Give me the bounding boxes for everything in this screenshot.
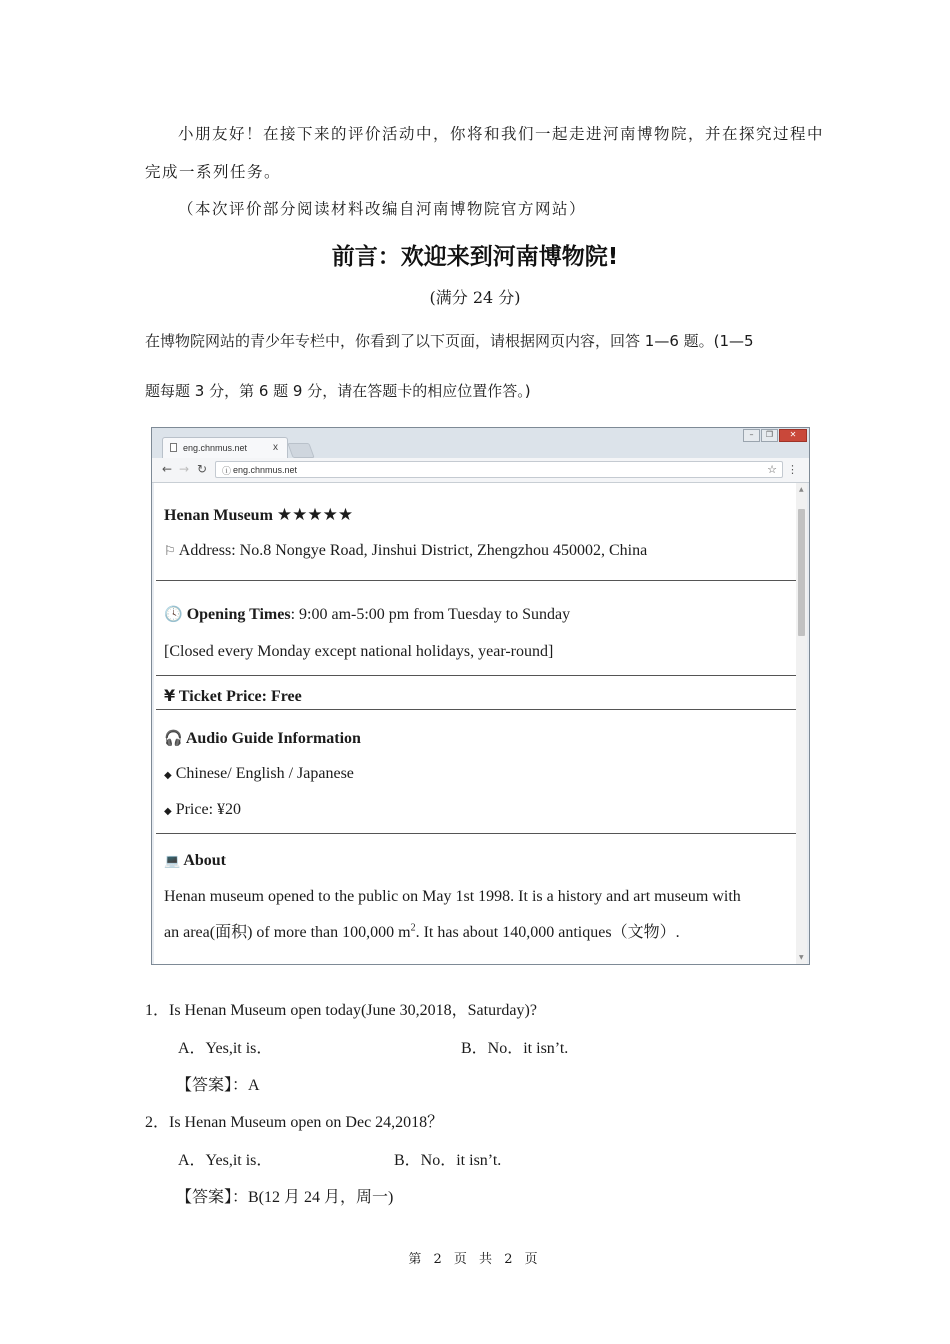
minimize-icon[interactable]: –	[743, 429, 760, 442]
about-heading	[164, 852, 226, 870]
rating-stars: ★★★★★	[276, 505, 354, 525]
page-title: 前言：欢迎来到河南博物院!	[331, 244, 619, 270]
address-url: eng.chnmus.net	[233, 465, 298, 475]
browser-tab[interactable]	[162, 437, 288, 458]
forward-arrow-icon[interactable]: →	[179, 462, 190, 476]
intro-line-2: 完成一系列任务。	[145, 163, 282, 181]
question-1-option-b: B．No．it isn’t.	[461, 1040, 569, 1057]
bullet-icon: ◆	[164, 770, 172, 781]
instructions-line-2: 题每题 3 分，第 6 题 9 分，请在答题卡的相应位置作答。)	[145, 382, 531, 400]
question-2-option-b: B．No．it isn’t.	[394, 1152, 502, 1169]
about-text-part: an area(面积) of more than 100,000 m	[164, 924, 411, 941]
scrollbar-thumb[interactable]	[798, 509, 805, 636]
browser-window	[151, 427, 810, 965]
scrollbar[interactable]	[796, 483, 807, 964]
about-text-line-1: Henan museum opened to the public on May 1st 1998. It is a history and art museum with	[164, 888, 741, 905]
source-note: （本次评价部分阅读材料改编自河南博物院官方网站）	[178, 200, 587, 218]
new-tab-button[interactable]	[287, 443, 314, 458]
window-controls	[743, 429, 807, 442]
question-1-answer: 【答案】：A	[176, 1077, 260, 1094]
address-text: Address: No.8 Nongye Road, Jinshui District, Zhengzhou 450002, China	[178, 542, 648, 559]
audio-guide-heading	[164, 729, 361, 748]
site-info-icon[interactable]: ⓘ	[222, 466, 232, 476]
audio-languages-item	[164, 765, 354, 783]
back-arrow-icon[interactable]: ←	[162, 462, 173, 476]
audio-languages: Chinese/ English / Japanese	[175, 765, 354, 782]
tab-title: eng.chnmus.net	[183, 443, 248, 453]
score-note: (满分 24 分)	[429, 288, 521, 307]
instructions-line-1: 在博物院网站的青少年专栏中，你看到了以下页面，请根据网页内容，回答 1—6 题。(1—5	[145, 332, 754, 350]
opening-times-label: Opening Times	[186, 606, 291, 623]
browser-toolbar	[152, 458, 809, 483]
museum-heading	[164, 505, 353, 525]
ticket-line	[164, 686, 302, 706]
audio-price: Price: ¥20	[175, 801, 242, 818]
page-favicon-icon	[170, 443, 177, 452]
web-page	[154, 483, 797, 964]
computer-icon: 💻	[164, 854, 181, 869]
bookmark-star-icon[interactable]: ☆	[767, 463, 777, 476]
question-1: 1．Is Henan Museum open today(June 30,2018，Saturday)?	[145, 1002, 537, 1019]
restore-icon[interactable]: ❐	[761, 429, 778, 442]
ticket-price: Ticket Price: Free	[178, 688, 302, 705]
headphones-icon: 🎧	[164, 729, 183, 747]
museum-name: Henan Museum	[164, 507, 273, 524]
question-1-option-a: A．Yes,it is．	[178, 1040, 273, 1057]
address-bar[interactable]	[215, 461, 783, 478]
bullet-icon: ◆	[164, 806, 172, 817]
reload-icon[interactable]: ↻	[197, 462, 208, 476]
question-2-answer: 【答案】：B(12 月 24 月，周一)	[176, 1189, 394, 1206]
page-footer: 第 2 页 共 2 页	[408, 1252, 542, 1267]
about-text-line-2	[164, 919, 680, 942]
divider	[156, 675, 797, 676]
browser-menu-icon[interactable]: ⋮	[787, 463, 798, 476]
question-2-option-a: A．Yes,it is．	[178, 1152, 273, 1169]
closed-note: [Closed every Monday except national holidays, year-round]	[164, 643, 554, 660]
yen-icon: ¥	[164, 686, 176, 705]
about-title: About	[183, 852, 226, 869]
audio-guide-title: Audio Guide Information	[185, 730, 361, 747]
opening-times-value: : 9:00 am-5:00 pm from Tuesday to Sunday	[290, 606, 571, 623]
intro-line-1: 小朋友好！在接下来的评价活动中，你将和我们一起走进河南博物院，并在探究过程中	[178, 125, 825, 143]
clock-icon: 🕓	[164, 605, 183, 623]
browser-titlebar	[152, 428, 809, 458]
question-2: 2．Is Henan Museum open on Dec 24,2018？	[145, 1114, 444, 1131]
address-line	[164, 542, 647, 560]
tab-close-icon[interactable]: x	[273, 442, 278, 453]
scroll-down-icon[interactable]: ▼	[799, 954, 804, 961]
flag-icon: ⚐	[164, 544, 176, 559]
superscript: 2	[410, 922, 416, 934]
scroll-up-icon[interactable]: ▲	[799, 486, 804, 493]
divider	[156, 833, 797, 834]
divider	[156, 580, 797, 581]
about-text-part: . It has about 140,000 antiques（文物）.	[415, 924, 680, 941]
divider	[156, 709, 797, 710]
close-window-icon[interactable]: ✕	[779, 429, 807, 442]
opening-times-line	[164, 605, 570, 624]
audio-price-item	[164, 801, 241, 819]
